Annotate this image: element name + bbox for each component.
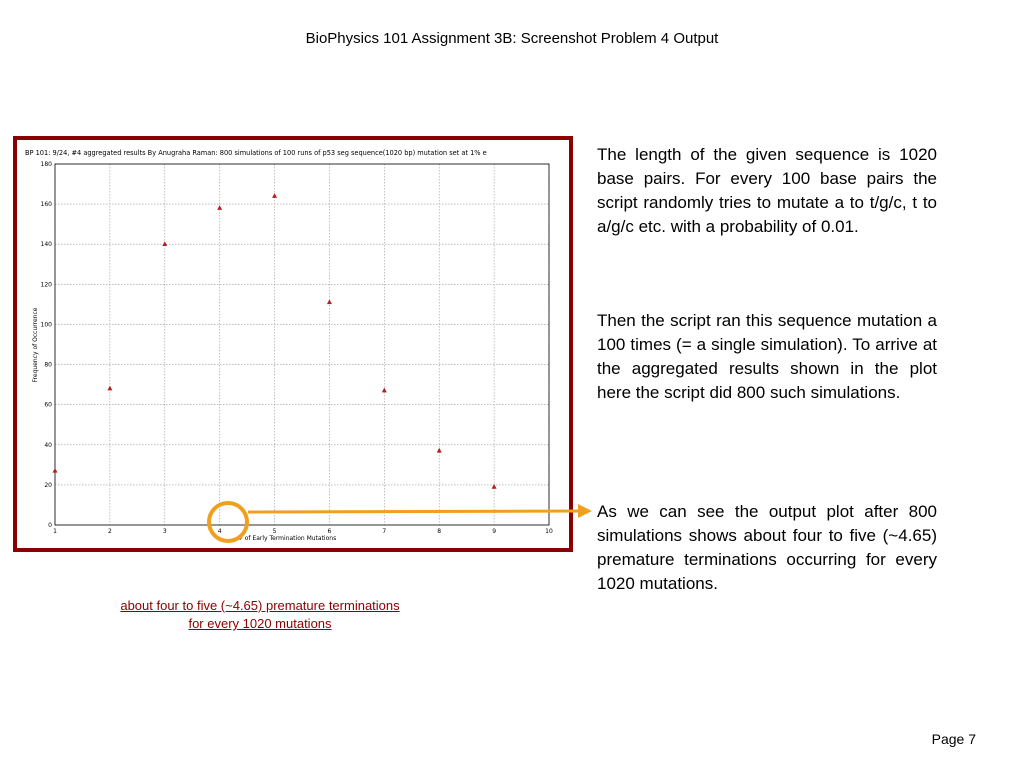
data-point: [492, 484, 497, 489]
x-tick-label: 1: [53, 528, 57, 535]
page-title: BioPhysics 101 Assignment 3B: Screenshot Problem 4 Output: [305, 30, 719, 47]
y-tick-label: 160: [40, 201, 52, 209]
y-tick-label: 120: [40, 281, 52, 289]
y-tick-label: 100: [40, 321, 52, 329]
grid-lines: [55, 164, 549, 525]
x-tick-label: 9: [492, 528, 497, 535]
y-axis-label: Frequency of Occurrence: [32, 307, 39, 383]
pointer-arrow-head: [578, 504, 592, 518]
paragraph-simulation: Then the script ran this sequence mutation a 100 times (= a single simulation). To arrive at the aggregated results shown in the plot here the script did 800 such simulations.: [597, 311, 937, 402]
x-tick-label: 8: [437, 528, 442, 535]
page-number: Page 7: [931, 731, 976, 747]
y-tick-label: 80: [44, 361, 52, 369]
data-point: [107, 386, 112, 391]
y-tick-label: 0: [48, 522, 52, 529]
x-tick-label: 4: [217, 528, 222, 535]
data-point: [382, 388, 387, 393]
data-point: [437, 448, 442, 453]
chart-frame: [13, 136, 573, 552]
x-axis-label: # of Early Termination Mutations: [237, 535, 337, 542]
chart-title: BP 101: 9/24, #4 aggregated results By Anugraha Raman: 800 simulations of 100 runs of p53 seg sequence(1020 bp) mutation set at 1% e: [25, 149, 487, 157]
plot-area: [55, 164, 549, 525]
data-point: [217, 205, 222, 210]
axis-ticks: [41, 161, 553, 535]
data-point: [327, 299, 332, 304]
x-tick-label: 5: [272, 528, 277, 535]
x-tick-label: 10: [545, 528, 553, 535]
caption-link[interactable]: about four to five (~4.65) premature terminations for every 1020 mutations: [120, 598, 400, 631]
data-point: [53, 468, 58, 473]
scatter-chart: [17, 140, 569, 548]
data-point: [272, 193, 277, 198]
paragraph-method: The length of the given sequence is 1020 base pairs. For every 100 base pairs the script randomly tries to mutate a to t/g/c, t to a/g/c etc. with a probability of 0.01.: [597, 145, 937, 236]
x-tick-label: 6: [327, 528, 332, 535]
x-tick-label: 3: [162, 528, 167, 535]
y-tick-label: 40: [44, 441, 52, 449]
data-point: [162, 241, 167, 246]
y-tick-label: 180: [40, 161, 52, 168]
y-tick-label: 20: [44, 481, 52, 489]
y-tick-label: 140: [40, 241, 52, 249]
y-tick-label: 60: [44, 401, 52, 409]
x-tick-label: 2: [107, 528, 112, 535]
x-tick-label: 7: [382, 528, 387, 535]
paragraph-conclusion: As we can see the output plot after 800 simulations shows about four to five (~4.65) premature terminations occurring for every 1020 mutations.: [597, 502, 937, 593]
